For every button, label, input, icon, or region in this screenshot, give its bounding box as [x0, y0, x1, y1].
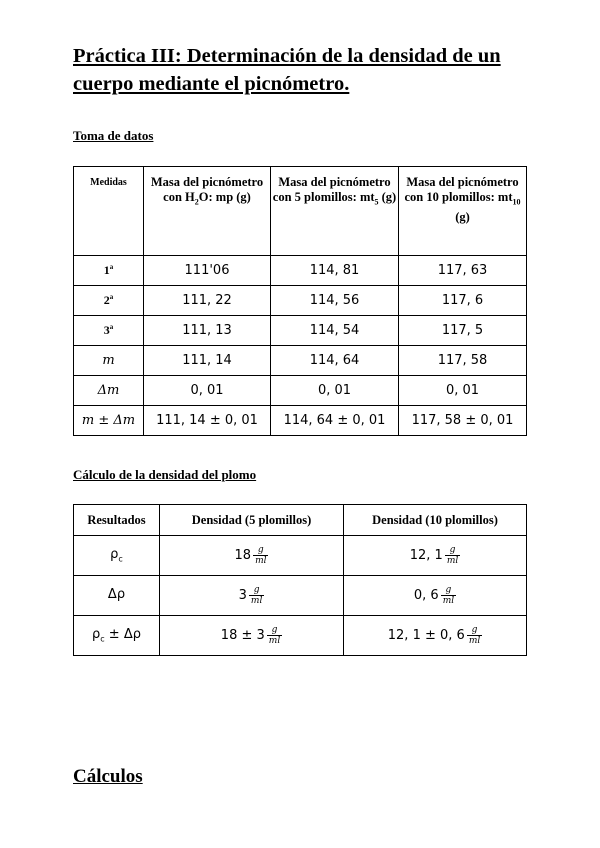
cell: 0, 01	[399, 376, 527, 406]
header-densidad-10: Densidad (10 plomillos)	[344, 505, 527, 536]
table-row	[74, 406, 527, 436]
row-label: m	[74, 346, 144, 376]
cell: 0, 01	[271, 376, 399, 406]
section-toma-de-datos: Toma de datos	[73, 128, 154, 143]
cell: 117, 5	[399, 316, 527, 346]
cell: 3 $\frac{g}{ml}$	[160, 576, 344, 616]
table-header-row	[74, 505, 527, 536]
results-table	[73, 504, 527, 656]
cell: 111, 22	[144, 286, 271, 316]
cell: 111, 13	[144, 316, 271, 346]
table-row	[74, 316, 527, 346]
header-densidad-5: Densidad (5 plomillos)	[160, 505, 344, 536]
cell: 114, 56	[271, 286, 399, 316]
row-label: m ± Δm	[74, 406, 144, 436]
cell: 117, 63	[399, 256, 527, 286]
table-row	[74, 286, 527, 316]
cell: 117, 6	[399, 286, 527, 316]
data-table	[73, 166, 527, 436]
row-label: 2$^a$	[74, 286, 144, 316]
section-calculo-densidad: Cálculo de la densidad del plomo	[73, 467, 257, 482]
cell: 18 ± 3 $\frac{g}{ml}$	[160, 616, 344, 656]
cell: 114, 64	[271, 346, 399, 376]
row-label: 1$^a$	[74, 256, 144, 286]
cell: 0, 01	[144, 376, 271, 406]
table-row	[74, 576, 527, 616]
cell: 114, 64 ± 0, 01	[271, 406, 399, 436]
cell: 117, 58	[399, 346, 527, 376]
table-row	[74, 376, 527, 406]
cell: 12, 1 $\frac{g}{ml}$	[344, 536, 527, 576]
cell: 114, 54	[271, 316, 399, 346]
table-row	[74, 256, 527, 286]
cell: 114, 81	[271, 256, 399, 286]
section-calculos: Cálculos	[73, 766, 143, 787]
table-row	[74, 346, 527, 376]
row-label: Δm	[74, 376, 144, 406]
header-masa-5: Masa del picnómetro con 5 plomillos: $mt_5$ (g)	[271, 167, 399, 256]
row-label: Δρ	[74, 576, 160, 616]
header-medidas: Medidas	[74, 167, 144, 256]
table-row	[74, 536, 527, 576]
row-label: 3$^a$	[74, 316, 144, 346]
cell: 111, 14 ± 0, 01	[144, 406, 271, 436]
header-masa-h2o: Masa del picnómetro con $H_2O$: mp (g)	[144, 167, 271, 256]
table-row	[74, 616, 527, 656]
cell: 111, 14	[144, 346, 271, 376]
cell: 18 $\frac{g}{ml}$	[160, 536, 344, 576]
cell: 0, 6 $\frac{g}{ml}$	[344, 576, 527, 616]
cell: 12, 1 ± 0, 6 $\frac{g}{ml}$	[344, 616, 527, 656]
cell: 111'06	[144, 256, 271, 286]
row-label: $\rho_c$	[74, 536, 160, 576]
page-title: Práctica III: Determinación de la densidad de un cuerpo mediante el picnómetro.	[73, 45, 501, 95]
header-masa-10: Masa del picnómetro con 10 plomillos: $mt_{10}$ (g)	[399, 167, 527, 256]
cell: 117, 58 ± 0, 01	[399, 406, 527, 436]
header-resultados: Resultados	[74, 505, 160, 536]
table-header-row	[74, 167, 527, 256]
row-label: $\rho_c \pm \Delta\rho$	[74, 616, 160, 656]
